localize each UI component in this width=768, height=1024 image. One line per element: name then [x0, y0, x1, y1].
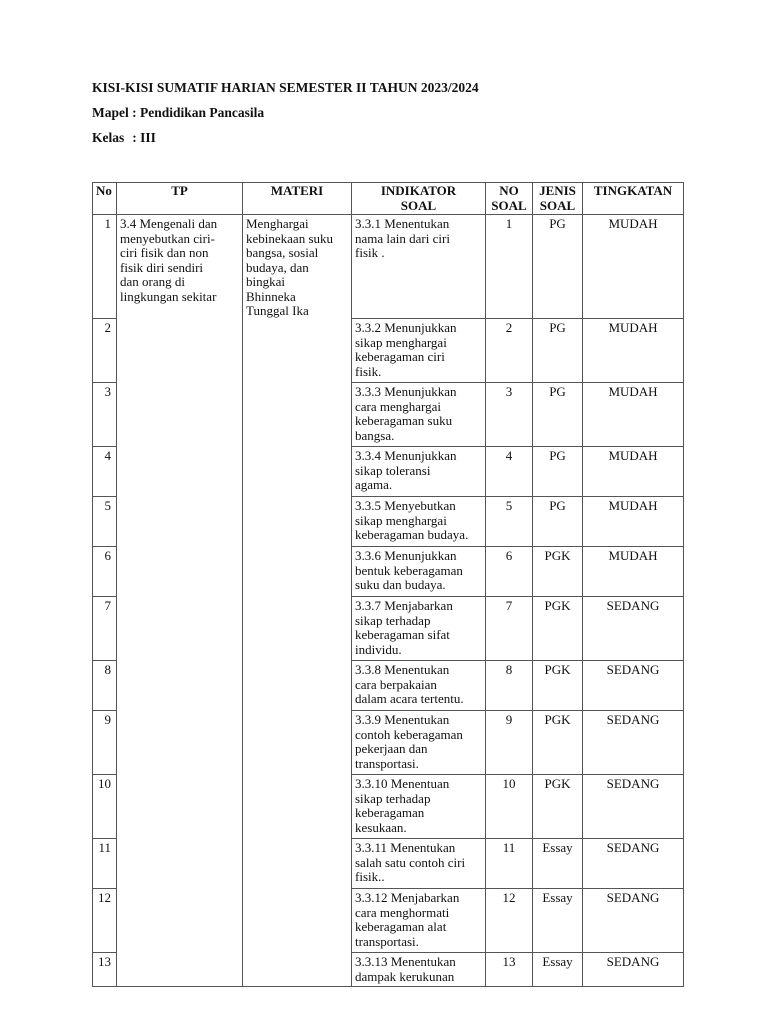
row-number: 13: [93, 953, 117, 987]
indikator-cell: 3.3.2 Menunjukkan sikap menghargai keberagaman ciri fisik.: [352, 319, 486, 383]
indikator-cell: 3.3.6 Menunjukkan bentuk keberagaman suku dan budaya.: [352, 547, 486, 597]
row-number: 12: [93, 889, 117, 953]
materi-cell-empty: [243, 547, 352, 597]
tp-cell-empty: [117, 711, 243, 775]
table-row: [93, 215, 684, 319]
kelas-line: [92, 130, 156, 146]
table-row: [93, 711, 684, 775]
materi-cell-empty: [243, 319, 352, 383]
indikator-cell: 3.3.1 Menentukan nama lain dari ciri fisik .: [352, 215, 486, 319]
materi-cell-empty: [243, 447, 352, 497]
materi-cell-empty: [243, 953, 352, 987]
kisi-kisi-table: [92, 182, 684, 987]
header-no-soal: NO SOAL: [486, 183, 533, 215]
document-title: KISI-KISI SUMATIF HARIAN SEMESTER II TAHUN 2023/2024: [92, 80, 479, 95]
no-soal-cell: 6: [486, 547, 533, 597]
table-header-row: [93, 183, 684, 215]
tingkatan-cell: SEDANG: [583, 889, 684, 953]
row-number: 2: [93, 319, 117, 383]
header-indikator: INDIKATOR SOAL: [352, 183, 486, 215]
tingkatan-cell: MUDAH: [583, 497, 684, 547]
table-row: [93, 775, 684, 839]
tingkatan-cell: SEDANG: [583, 711, 684, 775]
jenis-soal-cell: PGK: [533, 597, 583, 661]
tingkatan-cell: SEDANG: [583, 661, 684, 711]
mapel-label: Mapel :: [92, 105, 140, 120]
materi-cell-empty: [243, 775, 352, 839]
tingkatan-cell: SEDANG: [583, 839, 684, 889]
no-soal-cell: 2: [486, 319, 533, 383]
row-number: 3: [93, 383, 117, 447]
table-row: [93, 661, 684, 711]
jenis-soal-cell: Essay: [533, 839, 583, 889]
tingkatan-cell: MUDAH: [583, 383, 684, 447]
no-soal-cell: 1: [486, 215, 533, 319]
row-number: 9: [93, 711, 117, 775]
row-number: 6: [93, 547, 117, 597]
tp-cell-empty: [117, 383, 243, 447]
jenis-soal-cell: PGK: [533, 547, 583, 597]
tingkatan-cell: MUDAH: [583, 319, 684, 383]
tp-cell-empty: [117, 597, 243, 661]
tingkatan-cell: SEDANG: [583, 775, 684, 839]
row-number: 4: [93, 447, 117, 497]
jenis-soal-cell: PG: [533, 497, 583, 547]
tp-cell-empty: [117, 447, 243, 497]
jenis-soal-cell: PG: [533, 447, 583, 497]
tingkatan-cell: MUDAH: [583, 215, 684, 319]
jenis-soal-cell: PG: [533, 319, 583, 383]
indikator-cell: 3.3.12 Menjabarkan cara menghormati keberagaman alat transportasi.: [352, 889, 486, 953]
materi-cell-empty: [243, 889, 352, 953]
row-number: 7: [93, 597, 117, 661]
table-row: [93, 497, 684, 547]
indikator-cell: 3.3.5 Menyebutkan sikap menghargai keberagaman budaya.: [352, 497, 486, 547]
indikator-cell: 3.3.9 Menentukan contoh keberagaman pekerjaan dan transportasi.: [352, 711, 486, 775]
materi-cell: Menghargai kebinekaan suku bangsa, sosial budaya, dan bingkai Bhinneka Tunggal Ika: [243, 215, 352, 319]
header-jenis-soal: JENIS SOAL: [533, 183, 583, 215]
materi-cell-empty: [243, 383, 352, 447]
no-soal-cell: 3: [486, 383, 533, 447]
jenis-soal-cell: PG: [533, 215, 583, 319]
jenis-soal-cell: Essay: [533, 889, 583, 953]
tp-cell-empty: [117, 547, 243, 597]
header-no: No: [93, 183, 117, 215]
tp-cell-empty: [117, 497, 243, 547]
jenis-soal-cell: PG: [533, 383, 583, 447]
indikator-cell: 3.3.8 Menentukan cara berpakaian dalam acara tertentu.: [352, 661, 486, 711]
tingkatan-cell: MUDAH: [583, 547, 684, 597]
mapel-line: [92, 105, 264, 121]
indikator-cell: 3.3.7 Menjabarkan sikap terhadap keberagaman sifat individu.: [352, 597, 486, 661]
table-row: [93, 383, 684, 447]
no-soal-cell: 13: [486, 953, 533, 987]
header-materi: MATERI: [243, 183, 352, 215]
no-soal-cell: 11: [486, 839, 533, 889]
tp-cell: 3.4 Mengenali dan menyebutkan ciri- ciri fisik dan non fisik diri sendiri dan orang di lingkungan sekitar: [117, 215, 243, 319]
kelas-value: : III: [132, 130, 156, 145]
no-soal-cell: 7: [486, 597, 533, 661]
materi-cell-empty: [243, 839, 352, 889]
indikator-cell: 3.3.11 Menentukan salah satu contoh ciri fisik..: [352, 839, 486, 889]
indikator-cell: 3.3.13 Menentukan dampak kerukunan: [352, 953, 486, 987]
row-number: 11: [93, 839, 117, 889]
header-tp: TP: [117, 183, 243, 215]
table-row: [93, 839, 684, 889]
jenis-soal-cell: PGK: [533, 661, 583, 711]
no-soal-cell: 9: [486, 711, 533, 775]
materi-cell-empty: [243, 597, 352, 661]
jenis-soal-cell: Essay: [533, 953, 583, 987]
tingkatan-cell: SEDANG: [583, 597, 684, 661]
table-row: [93, 547, 684, 597]
jenis-soal-cell: PGK: [533, 711, 583, 775]
tp-cell-empty: [117, 839, 243, 889]
no-soal-cell: 8: [486, 661, 533, 711]
materi-cell-empty: [243, 497, 352, 547]
no-soal-cell: 10: [486, 775, 533, 839]
table-row: [93, 447, 684, 497]
table-row: [93, 319, 684, 383]
tp-cell-empty: [117, 889, 243, 953]
indikator-cell: 3.3.4 Menunjukkan sikap toleransi agama.: [352, 447, 486, 497]
table-row: [93, 597, 684, 661]
tp-cell-empty: [117, 953, 243, 987]
row-number: 5: [93, 497, 117, 547]
row-number: 10: [93, 775, 117, 839]
kelas-label: Kelas: [92, 130, 125, 145]
tingkatan-cell: MUDAH: [583, 447, 684, 497]
tp-cell-empty: [117, 661, 243, 711]
indikator-cell: 3.3.10 Menentuan sikap terhadap keberagaman kesukaan.: [352, 775, 486, 839]
mapel-value: Pendidikan Pancasila: [140, 105, 265, 120]
table-row: [93, 889, 684, 953]
no-soal-cell: 12: [486, 889, 533, 953]
materi-cell-empty: [243, 711, 352, 775]
row-number: 1: [93, 215, 117, 319]
tingkatan-cell: SEDANG: [583, 953, 684, 987]
table-body: [93, 215, 684, 987]
tp-cell-empty: [117, 319, 243, 383]
indikator-cell: 3.3.3 Menunjukkan cara menghargai keberagaman suku bangsa.: [352, 383, 486, 447]
header-tingkatan: TINGKATAN: [583, 183, 684, 215]
tp-cell-empty: [117, 775, 243, 839]
row-number: 8: [93, 661, 117, 711]
no-soal-cell: 4: [486, 447, 533, 497]
table-row: [93, 953, 684, 987]
jenis-soal-cell: PGK: [533, 775, 583, 839]
materi-cell-empty: [243, 661, 352, 711]
no-soal-cell: 5: [486, 497, 533, 547]
